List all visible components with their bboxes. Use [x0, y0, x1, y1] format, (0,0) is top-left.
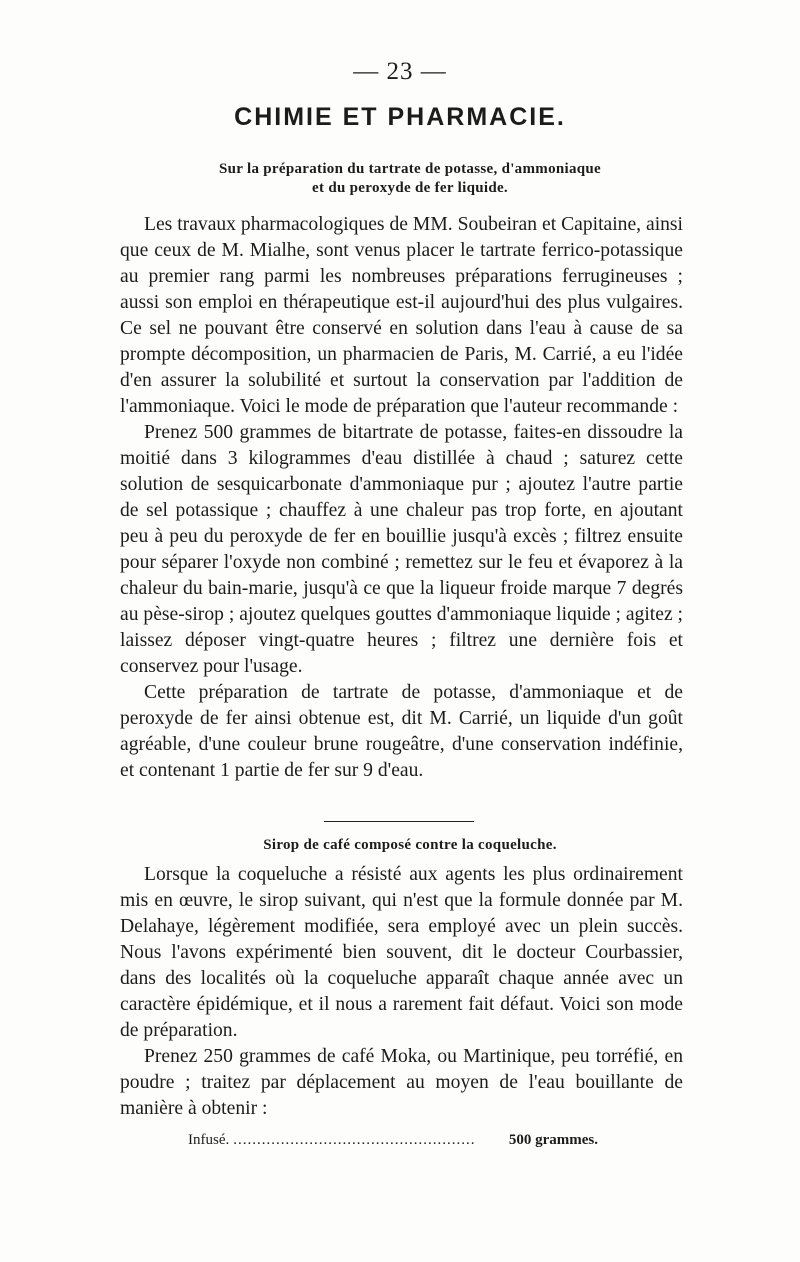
page-number: — 23 —: [353, 58, 447, 85]
leader-dots: ...................................................: [233, 1132, 476, 1148]
paragraph: Prenez 500 grammes de bitartrate de potasse, faites-en dissoudre la moitié dans 3 kilogrammes d'eau distillée à chaud ; saturez cette solution de sesquicarbonate d'ammoniaque pur ; ajoutez l'autre partie de sel potassique ; chauffez à une chaleur pas trop forte, en ajoutant peu à peu du peroxyde de fer en bouillie jusqu'à excès ; filtrez ensuite pour séparer l'oxyde non combiné ; remettez sur le feu et évaporez à la chaleur du bain-marie, jusqu'à ce que la liqueur froide marque 7 degrés au pèse-sirop ; ajoutez quelques gouttes d'ammoniaque liquide ; agitez ; laissez déposer vingt-quatre heures ; filtrez une dernière fois et conservez pour l'usage.: [120, 422, 683, 677]
article-title: [140, 160, 680, 198]
recipe-item: Infusé.: [188, 1132, 230, 1148]
article-title-line: Sur la préparation du tartrate de potasse, d'ammoniaque: [218, 161, 602, 177]
article-body: [120, 862, 683, 1122]
article-title-line: et du peroxyde de fer liquide.: [312, 180, 508, 196]
paragraph: Prenez 250 grammes de café Moka, ou Martinique, peu torréfié, en poudre ; traitez par déplacement au moyen de l'eau bouillante de manière à obtenir :: [120, 1046, 683, 1119]
section-title: CHIMIE ET PHARMACIE.: [234, 103, 566, 131]
paragraph: Cette préparation de tartrate de potasse, d'ammoniaque et de peroxyde de fer ainsi obtenue est, dit M. Carrié, un liquide d'un goût agréable, d'une couleur brune rougeâtre, d'une conservation indéfinie, et contenant 1 partie de fer sur 9 d'eau.: [120, 682, 683, 781]
article-title: Sirop de café composé contre la coqueluche.: [263, 837, 557, 853]
recipe-amount: 500 grammes.: [508, 1132, 598, 1148]
paragraph: Les travaux pharmacologiques de MM. Soubeiran et Capitaine, ainsi que ceux de M. Mialhe, sont venus placer le tartrate ferrico-potassique au premier rang parmi les nombreuses préparations ferrugineuses ; aussi son emploi en thérapeutique est-il aujourd'hui des plus vulgaires. Ce sel ne pouvant être conservé en solution dans l'eau à cause de sa prompte décomposition, un pharmacien de Paris, M. Carrié, a eu l'idée d'en assurer la solubilité et surtout la conservation par l'addition de l'ammoniaque. Voici le mode de préparation que l'auteur recommande :: [120, 214, 683, 417]
section-divider: [324, 821, 474, 822]
article-body: [120, 212, 683, 784]
paragraph: Lorsque la coqueluche a résisté aux agents les plus ordinairement mis en œuvre, le sirop suivant, qui n'est que la formule donnée par M. Delahaye, légèrement modifiée, sera employé avec un plein succès. Nous l'avons expérimenté bien souvent, dit le docteur Courbassier, dans des localités où la coqueluche apparaît chaque année avec un caractère épidémique, et il nous a rarement fait défaut. Voici son mode de préparation.: [120, 864, 683, 1041]
recipe-line: [188, 1132, 598, 1149]
